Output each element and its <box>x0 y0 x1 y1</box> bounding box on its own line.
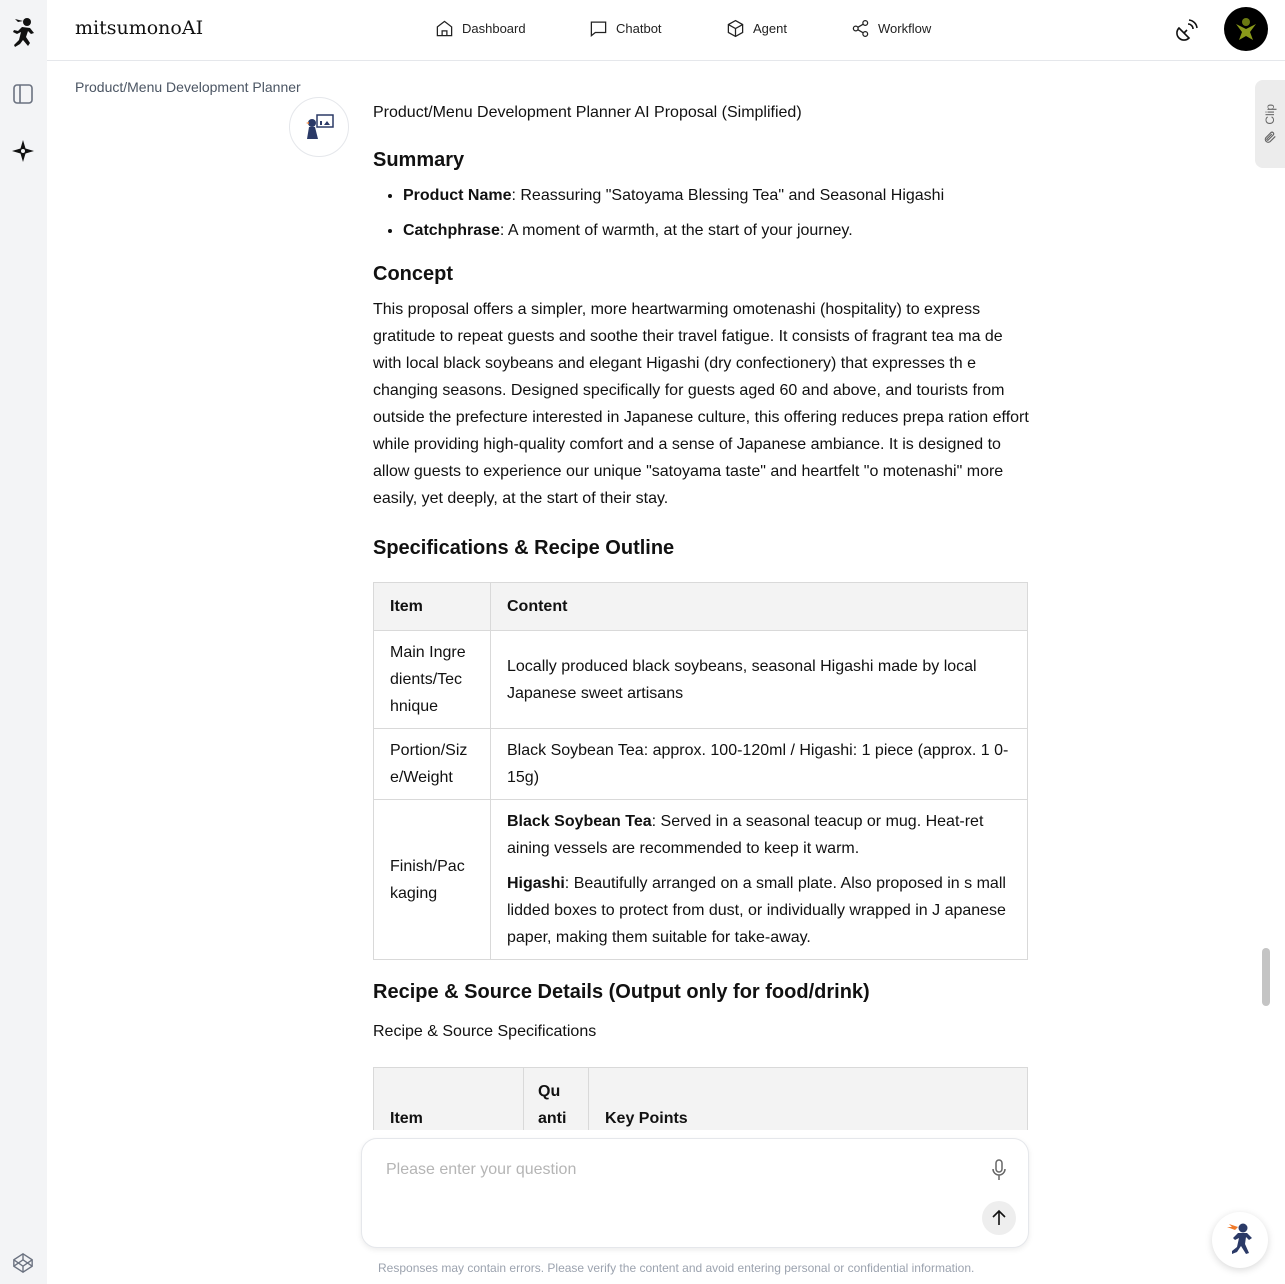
item-label: Product Name <box>403 187 512 204</box>
nav-label: Dashboard <box>462 21 526 36</box>
item-text: : Reassuring "Satoyama Blessing Tea" and Seasonal Higashi <box>511 187 945 204</box>
item-text: : A moment of warmth, at the start of your journey. <box>499 222 853 239</box>
item-label: Catchphrase <box>403 222 500 239</box>
message-title: Product/Menu Development Planner AI Proposal (Simplified) <box>373 104 802 121</box>
chat-icon <box>589 19 608 38</box>
cell-content: Locally produced black soybeans, seasonal Higashi made by local Japanese sweet artisans <box>491 631 1028 729</box>
top-header <box>47 0 1285 61</box>
question-input[interactable] <box>386 1161 946 1179</box>
bold-label: Black Soybean Tea <box>507 813 652 830</box>
nav-agent[interactable] <box>726 19 787 38</box>
cell-item: Portion/Siz e/Weight <box>374 729 491 800</box>
summary-heading: Summary <box>373 149 465 171</box>
codepen-icon[interactable] <box>8 1248 38 1278</box>
microphone-icon[interactable] <box>990 1159 1008 1186</box>
ninja-logo-icon[interactable] <box>8 18 38 48</box>
home-icon <box>435 19 454 38</box>
list-item <box>403 182 1029 209</box>
text: : Beautifully arranged on a small plate. Also proposed in s mall lidded boxes to protect from dust, or individually wrapped in J apanese paper, making them suitable for take-away. <box>507 875 1006 946</box>
table-header-row <box>374 1068 1028 1131</box>
cell-paragraph <box>507 808 1011 862</box>
table-row <box>374 729 1028 800</box>
recipe-table <box>373 1067 1028 1130</box>
sidebar-toggle-icon[interactable] <box>8 79 38 109</box>
clip-label: Clip <box>1263 103 1277 125</box>
col-header: Key Points <box>589 1068 1028 1131</box>
spec-table <box>373 582 1028 960</box>
breadcrumb: Product/Menu Development Planner <box>75 79 301 95</box>
ninja-icon <box>1223 1221 1257 1259</box>
assistant-message <box>373 99 1029 1130</box>
paperclip-icon <box>1263 130 1277 144</box>
table-row <box>374 800 1028 960</box>
clip-tab[interactable] <box>1255 80 1285 168</box>
recipe-heading: Recipe & Source Details (Output only for food/drink) <box>373 981 870 1003</box>
chat-input-box <box>361 1138 1029 1248</box>
concept-heading: Concept <box>373 263 453 285</box>
table-row <box>374 631 1028 729</box>
disclaimer: Responses may contain errors. Please verify the content and avoid entering personal or confidential information. <box>378 1261 975 1275</box>
sidebar <box>0 0 47 1284</box>
bold-label: Higashi <box>507 875 565 892</box>
nav-label: Agent <box>753 21 787 36</box>
cube-icon <box>726 19 745 38</box>
table-header-row <box>374 583 1028 631</box>
cell-item: Finish/Pac kaging <box>374 800 491 960</box>
cell-paragraph <box>507 870 1011 951</box>
nav-label: Chatbot <box>616 21 662 36</box>
nav-dashboard[interactable] <box>435 19 526 38</box>
spec-heading: Specifications & Recipe Outline <box>373 537 675 559</box>
nav-workflow[interactable] <box>851 19 931 38</box>
recipe-subtitle: Recipe & Source Specifications <box>373 1023 597 1040</box>
cell-content: Black Soybean Tea: approx. 100-120ml / Higashi: 1 piece (approx. 1 0-15g) <box>491 729 1028 800</box>
concept-text: This proposal offers a simpler, more heartwarming omotenashi (hospitality) to express gratitude to repeat guests and soothe their travel fatigue. It consists of fragrant tea ma de with local black soybeans and elegant Higashi (dry confectionery) that expresses th e changing seasons. Designed specifically for guests aged 60 and above, and tourists from outside the prefecture interested in Japanese culture, this offering reduces prepa ration effort while providing high-quality comfort and a sense of Japanese ambiance. It is designed to allow guests to experience our unique "satoyama taste" and heartfelt "o motenashi" more easily, yet deeply, at the start of their stay. <box>373 301 1029 507</box>
user-avatar[interactable] <box>1224 7 1268 51</box>
sparkle-icon[interactable] <box>8 136 38 166</box>
summary-list <box>403 182 1029 244</box>
assistant-fab-button[interactable] <box>1212 1212 1268 1268</box>
chat-content <box>47 61 1273 1130</box>
cell-item: Main Ingre dients/Tec hnique <box>374 631 491 729</box>
send-button[interactable] <box>982 1201 1016 1235</box>
cell-content <box>491 800 1028 960</box>
scrollbar-thumb[interactable] <box>1262 948 1270 1006</box>
col-header: Qu anti <box>524 1068 589 1131</box>
satellite-icon[interactable] <box>1175 18 1199 47</box>
col-header: Item <box>374 1068 524 1131</box>
share-icon <box>851 19 870 38</box>
bot-avatar <box>289 97 349 157</box>
list-item <box>403 217 1029 244</box>
col-header: Content <box>491 583 1028 631</box>
arrow-up-icon <box>990 1209 1008 1227</box>
app-logo: mitsumonoAI <box>75 17 204 39</box>
nav-label: Workflow <box>878 21 932 36</box>
text: : Served in a seasonal teacup or mug. Heat-ret aining vessels are recommended to keep it warm. <box>507 813 984 857</box>
col-header: Item <box>374 583 491 631</box>
nav-chatbot[interactable] <box>589 19 662 38</box>
